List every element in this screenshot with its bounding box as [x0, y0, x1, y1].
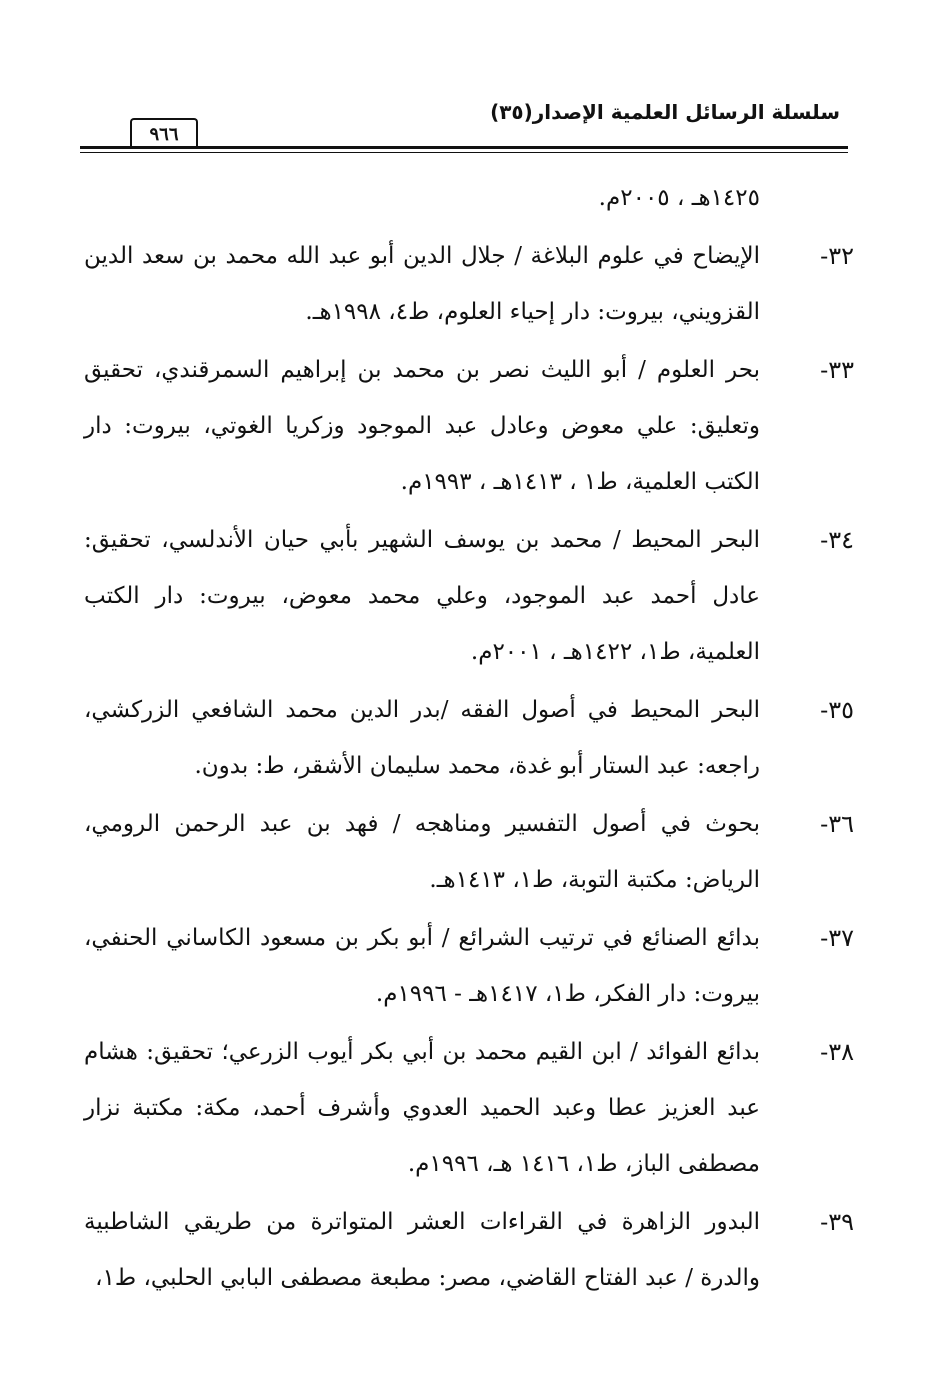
bibliography-entry: [84, 1024, 854, 1192]
entry-text: البحر المحيط في أصول الفقه /بدر الدين محمد الشافعي الزركشي، راجعه: عبد الستار أبو غدة، محمد سليمان الأشقر، ط: بدون.: [84, 697, 760, 779]
entry-number: ٣٩-: [820, 1208, 854, 1236]
continuation-line: ١٤٢٥هـ ، ٢٠٠٥م.: [598, 185, 760, 211]
entry-number: ٣٤-: [820, 526, 854, 554]
entry-text: بدائع الفوائد / ابن القيم محمد بن أبي بكر أيوب الزرعي؛ تحقيق: هشام عبد العزيز عطا وعبد الحميد العدوي وأشرف أحمد، مكة: مكتبة نزار مصطفى الباز، ط١، ١٤١٦ هـ، ١٩٩٦م.: [84, 1039, 761, 1177]
bibliography-entry: [84, 910, 854, 1022]
entry-number: ٣٢-: [820, 242, 854, 270]
bibliography-entry: [84, 512, 854, 680]
header-rule-thick: [80, 146, 848, 149]
entry-text: الإيضاح في علوم البلاغة / جلال الدين أبو عبد الله محمد بن سعد الدين القزويني، بيروت: دار إحياء العلوم، ط٤، ١٩٩٨هـ.: [84, 243, 760, 325]
entry-text: البدور الزاهرة في القراءات العشر المتواترة من طريقي الشاطبية والدرة / عبد الفتاح القاضي، مصر: مطبعة مصطفى البابي الحلبي، ط١،: [84, 1209, 760, 1291]
entry-text: البحر المحيط / محمد بن يوسف الشهير بأبي حيان الأندلسي، تحقيق: عادل أحمد عبد الموجود، وعلي محمد معوض، بيروت: دار الكتب العلمية، ط١، ١٤٢٢هـ ، ٢٠٠١م.: [84, 527, 760, 665]
entry-text: بحر العلوم / أبو الليث نصر بن محمد بن إبراهيم السمرقندي، تحقيق وتعليق: علي معوض وعادل عبد الموجود وزكريا الغوتي، بيروت: دار الكتب العلمية، ط١ ، ١٤١٣هـ ، ١٩٩٣م.: [84, 357, 760, 495]
page-number: ٩٦٦: [130, 118, 198, 148]
entry-number: ٣٣-: [820, 356, 854, 384]
entry-number: ٣٨-: [820, 1038, 854, 1066]
entry-text: بدائع الصنائع في ترتيب الشرائع / أبو بكر بن مسعود الكاساني الحنفي، بيروت: دار الفكر، ط١، ١٤١٧هـ - ١٩٩٦م.: [84, 925, 760, 1007]
page-header: [80, 98, 848, 154]
bibliography-entry: [84, 796, 854, 908]
entry-text: بحوث في أصول التفسير ومناهجه / فهد بن عبد الرحمن الرومي، الرياض: مكتبة التوبة، ط١، ١٤١٣هـ.: [84, 811, 760, 893]
bibliography-entry: [84, 342, 854, 510]
bibliography-entry: [84, 682, 854, 794]
bibliography-entry: [84, 228, 854, 340]
entry-number: ٣٥-: [820, 696, 854, 724]
series-title: سلسلة الرسائل العلمية الإصدار(٣٥): [490, 100, 840, 124]
entry-number: ٣٦-: [820, 810, 854, 838]
entry-number: ٣٧-: [820, 924, 854, 952]
bibliography-entry: [84, 1194, 854, 1306]
header-rule-thin: [80, 152, 848, 153]
bibliography-list: [84, 170, 854, 1306]
